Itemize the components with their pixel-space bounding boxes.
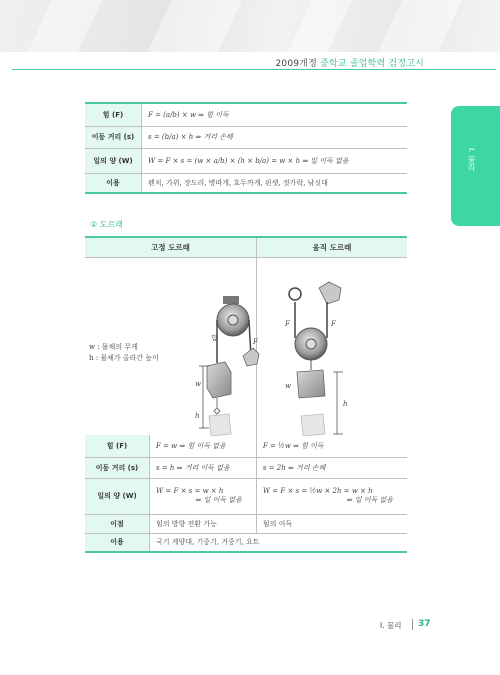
book-title bbox=[275, 56, 424, 69]
table-row bbox=[85, 435, 407, 457]
row-label: 이동 거리 (s) bbox=[85, 457, 150, 478]
table-row bbox=[85, 103, 407, 126]
head-movable: 움직 도르래 bbox=[256, 237, 407, 257]
row-value: W = F × s = (w × a/b) × (h × b/a) = w × h ⇒ 일 이득 없음 bbox=[142, 148, 408, 173]
label-F-right: F bbox=[330, 319, 336, 328]
row-label: 일의 양 (W) bbox=[85, 148, 142, 173]
table-header bbox=[85, 237, 407, 257]
row-fixed bbox=[150, 478, 257, 514]
row-value: 펜치, 가위, 장도리, 병따개, 호두까개, 핀셋, 젓가락, 낚싯대 bbox=[142, 173, 408, 193]
label-h: h bbox=[342, 399, 348, 408]
row-fixed-eq: W = F × s = w × h bbox=[156, 487, 224, 495]
row-movable: s = 2h ⇒ 거리 손해 bbox=[256, 457, 407, 478]
row-movable-result: ⇒ 일 이득 없음 bbox=[346, 496, 393, 504]
figure-row bbox=[85, 257, 407, 435]
legend-h: h : 물체가 올라간 높이 bbox=[89, 353, 159, 362]
header-band bbox=[0, 0, 500, 52]
row-label: 일의 양 (W) bbox=[85, 478, 150, 514]
pulley-axle bbox=[228, 315, 238, 325]
box-lowered-ghost bbox=[209, 414, 231, 436]
row-value: F = (a/b) × w ⇒ 힘 이득 bbox=[142, 103, 408, 126]
box-lowered-ghost bbox=[301, 414, 325, 436]
table-row bbox=[85, 457, 407, 478]
row-fixed: s = h ⇒ 거리 이득 없음 bbox=[150, 457, 257, 478]
page-number: 37 bbox=[418, 619, 431, 629]
row-label: 이용 bbox=[85, 533, 150, 552]
row-label: 힘 (F) bbox=[85, 435, 150, 457]
table-row bbox=[85, 533, 407, 552]
load-box bbox=[297, 370, 325, 398]
row-label: 이점 bbox=[85, 514, 150, 533]
movable-figure-cell bbox=[256, 257, 407, 435]
head-fixed: 고정 도르래 bbox=[85, 237, 256, 257]
hook-icon bbox=[214, 398, 220, 414]
load-box bbox=[207, 362, 231, 398]
label-w: w bbox=[195, 379, 201, 388]
hook-icon bbox=[289, 288, 301, 300]
label-F: F bbox=[253, 337, 258, 346]
row-movable bbox=[256, 478, 407, 514]
row-label: 힘 (F) bbox=[85, 103, 142, 126]
book-title-main: 중학교 졸업학력 검정고시 bbox=[320, 59, 424, 69]
label-h: h bbox=[195, 411, 200, 420]
row-fixed-result: ⇒ 일 이득 없음 bbox=[195, 496, 242, 504]
fixed-pulley-figure bbox=[85, 258, 281, 436]
table-row bbox=[85, 478, 407, 514]
row-label: 이용 bbox=[85, 173, 142, 193]
label-w: w bbox=[284, 381, 291, 390]
row-movable: 힘의 이득 bbox=[256, 514, 407, 533]
row-fixed: 힘의 방향 전환 가능 bbox=[150, 514, 257, 533]
ceiling-mount bbox=[223, 296, 239, 304]
row-movable: F = ½w ⇒ 힘 이득 bbox=[256, 435, 407, 457]
row-value: s = (b/a) × h ⇒ 거리 손해 bbox=[142, 126, 408, 148]
section-title: ② 도르래 bbox=[90, 220, 123, 229]
chapter-tab[interactable] bbox=[451, 106, 500, 226]
row-combined: 국기 게양대, 기중기, 거중기, 요트 bbox=[150, 533, 408, 552]
footer-section: I. 물리 bbox=[380, 621, 402, 630]
fixed-figure-cell bbox=[85, 257, 256, 435]
header-rule bbox=[12, 69, 496, 70]
row-label: 이동 거리 (s) bbox=[85, 126, 142, 148]
table-row bbox=[85, 173, 407, 193]
hand-icon bbox=[319, 282, 341, 304]
lever-table bbox=[85, 102, 407, 194]
table-row bbox=[85, 148, 407, 173]
footer-divider bbox=[412, 619, 413, 630]
row-movable-eq: W = F × s = ½w × 2h = w × h bbox=[262, 487, 373, 495]
legend-w: w : 물체의 무게 bbox=[89, 342, 138, 351]
movable-pulley-figure bbox=[257, 258, 383, 436]
label-force-ko: 힘 bbox=[211, 333, 218, 342]
table-row bbox=[85, 514, 407, 533]
chapter-tab-label: I. 물리 bbox=[467, 148, 476, 172]
table-row bbox=[85, 126, 407, 148]
row-fixed: F = w ⇒ 힘 이득 없음 bbox=[150, 435, 257, 457]
pulley-axle bbox=[306, 339, 316, 349]
pulley-table bbox=[85, 236, 407, 553]
label-F-left: F bbox=[284, 319, 290, 328]
book-title-year: 2009개정 bbox=[275, 59, 321, 69]
